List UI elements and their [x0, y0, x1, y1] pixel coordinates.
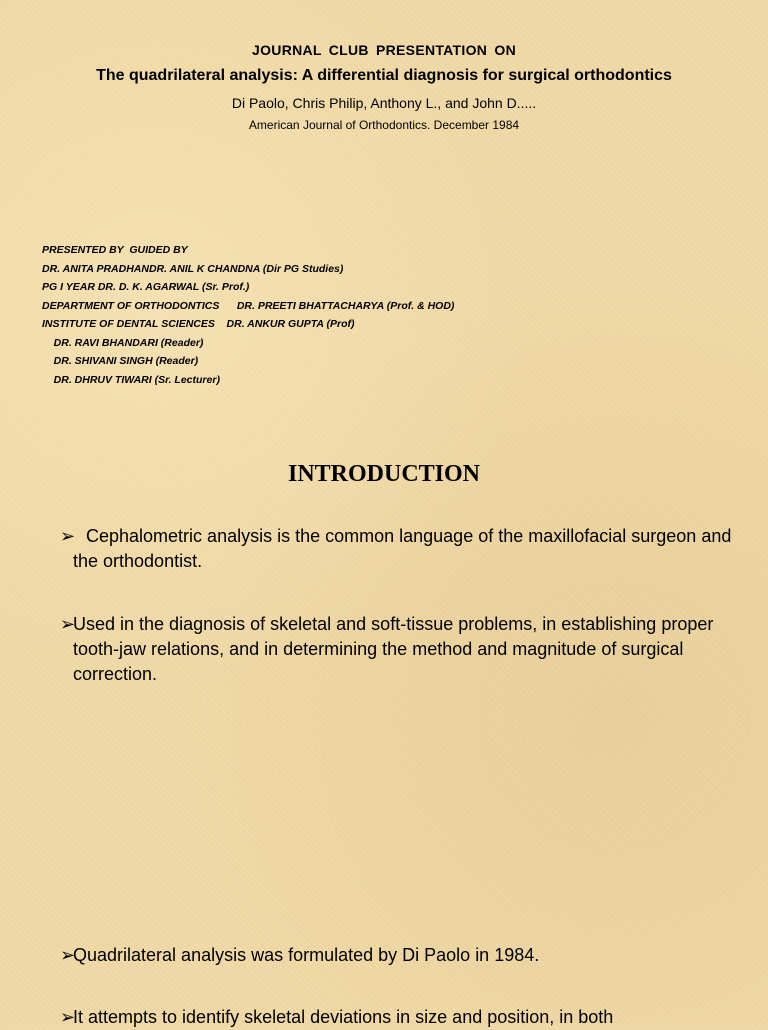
header-line-journal-club: JOURNAL CLUB PRESENTATION ON: [252, 42, 516, 58]
credits-line: INSTITUTE OF DENTAL SCIENCES DR. ANKUR GUPTA (Prof): [42, 318, 355, 330]
arrow-bullet-icon: ➢: [60, 614, 76, 634]
paper-journal: American Journal of Orthodontics. December 1984: [248, 118, 520, 132]
arrow-bullet-icon: ➢: [60, 945, 76, 965]
credits-line: DR. DHRUV TIWARI (Sr. Lecturer): [42, 373, 220, 386]
arrow-bullet-icon: ➢: [60, 1007, 76, 1027]
introduction-heading: INTRODUCTION: [287, 461, 481, 487]
paper-authors: Di Paolo, Chris Philip, Anthony L., and John D.....: [231, 95, 537, 111]
credits-line: PRESENTED BY GUIDED BY: [42, 244, 188, 256]
credits-line: DEPARTMENT OF ORTHODONTICS DR. PREETI BHATTACHARYA (Prof. & HOD): [42, 299, 455, 312]
bullet-item: [60, 612, 740, 687]
bullet-item: [60, 1005, 740, 1030]
arrow-bullet-icon: ➢: [60, 526, 76, 546]
bullet-text: Used in the diagnosis of skeletal and soft-tissue problems, in establishing proper tooth-jaw relations, and in determining the method and magnitude of surgical correction.: [73, 614, 714, 684]
bullet-item: [60, 943, 740, 968]
credits-line: DR. SHIVANI SINGH (Reader): [42, 355, 199, 367]
bullet-text: Cephalometric analysis is the common language of the maxillofacial surgeon and the orthodontist.: [73, 526, 732, 571]
credits-line: DR. ANITA PRADHANDR. ANIL K CHANDNA (Dir PG Studies): [42, 262, 344, 275]
credits-block: [42, 241, 454, 389]
bullet-text: Quadrilateral analysis was formulated by Di Paolo in 1984.: [73, 945, 540, 965]
bullet-item: [60, 524, 740, 574]
credits-line: DR. RAVI BHANDARI (Reader): [42, 336, 204, 349]
bullet-text: It attempts to identify skeletal deviations in size and position, in both: [73, 1007, 614, 1027]
credits-line: PG I YEAR DR. D. K. AGARWAL (Sr. Prof.): [42, 281, 250, 293]
paper-title: The quadrilateral analysis: A differential diagnosis for surgical orthodontics: [96, 67, 672, 84]
